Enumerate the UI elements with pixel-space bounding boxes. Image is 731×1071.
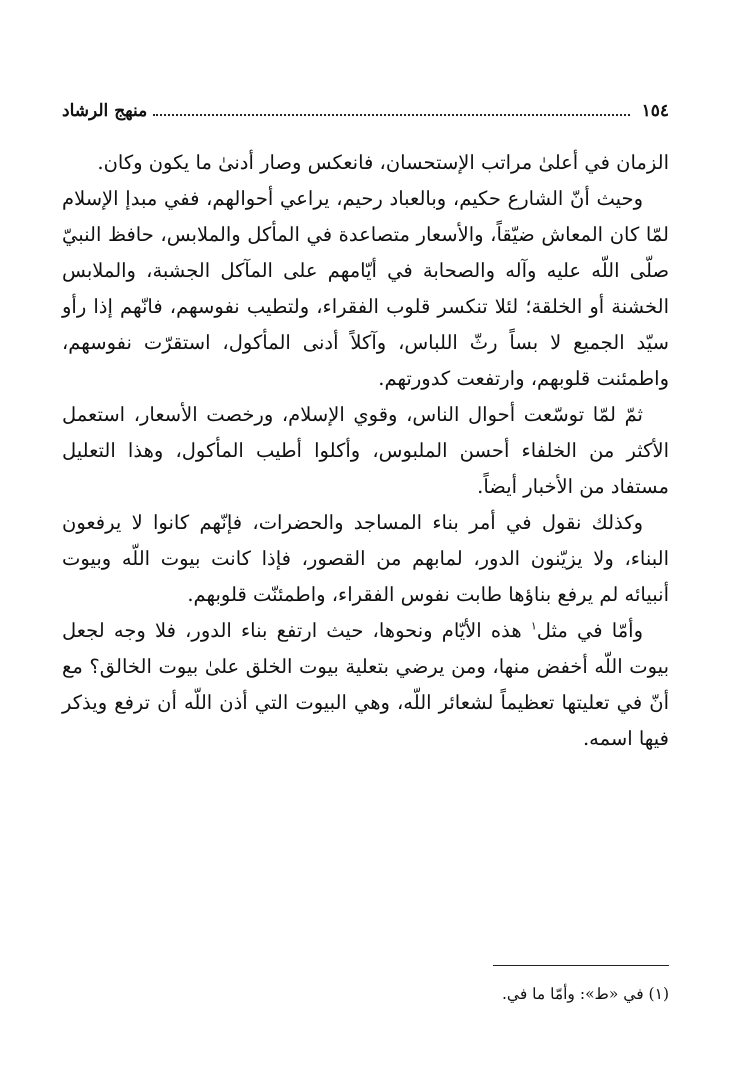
paragraph: ثمّ لمّا توسّعت أحوال الناس، وقوي الإسلام، ورخصت الأسعار، استعمل الأكثر من الخلفاء أحسن الملبوس، وأكلوا أطيب المأكول، وهذا التعليل مستفاد من الأخبار أيضاً. bbox=[62, 403, 669, 498]
page-header bbox=[62, 96, 669, 126]
paragraph: الزمان في أعلىٰ مراتب الإستحسان، فانعكس وصار أدنىٰ ما يكون وكان. bbox=[97, 151, 669, 174]
page-number: ١٥٤ bbox=[641, 101, 669, 121]
paragraph: وكذلك نقول في أمر بناء المساجد والحضرات، فإنّهم كانوا لا يرفعون البناء، ولا يزيّنون الدور، لمابهم من القصور، فإذا كانت بيوت اللّه وبيوت أنبيائه لم يرفع بناؤها طابت نفوس الفقراء، واطمئنّت قلوبهم. bbox=[62, 511, 669, 606]
paragraph-text-rest: هذه الأيّام ونحوها، حيث ارتفع بناء الدور، فلا وجه لجعل بيوت اللّه أخفض منها، ومن يرضي بتعلية بيوت الخلق علىٰ بيوت الخالق؟ مع أنّ في تعليتها تعظيماً لشعائر اللّه، وهي البيوت التي أذن اللّه أن ترفع ويذكر فيها اسمه. bbox=[62, 619, 669, 750]
footnote-divider bbox=[493, 965, 669, 966]
footnote: (١) في «ط»: وأمّا ما في. bbox=[501, 985, 669, 1003]
paragraph-with-footnote bbox=[62, 613, 669, 757]
footnote-marker: ١ bbox=[530, 619, 537, 633]
paragraph-text-start: وأمّا في مثل bbox=[536, 619, 643, 642]
running-title: منهج الرشاد bbox=[62, 101, 148, 121]
body-text bbox=[62, 145, 669, 757]
paragraph: وحيث أنّ الشارع حكيم، وبالعباد رحيم، يراعي أحوالهم، ففي مبدإ الإسلام لمّا كان المعاش ضيّقاً، والأسعار متصاعدة في المأكل والملابس، حافظ النبيّ صلّى اللّه عليه وآله والصحابة في أيّامهم على المآكل الجشبة، والملابس الخشنة أو الخلقة؛ لئلا تنكسر قلوب الفقراء، ولتطيب نفوسهم، فانّهم إذا رأو سيّد الجميع لا بساً رثّ اللباس، وآكلاً أدنى المأكول، استقرّت نفوسهم، واطمئنت قلوبهم، وارتفعت كدورتهم. bbox=[62, 187, 669, 390]
header-dot-leader bbox=[153, 114, 629, 116]
